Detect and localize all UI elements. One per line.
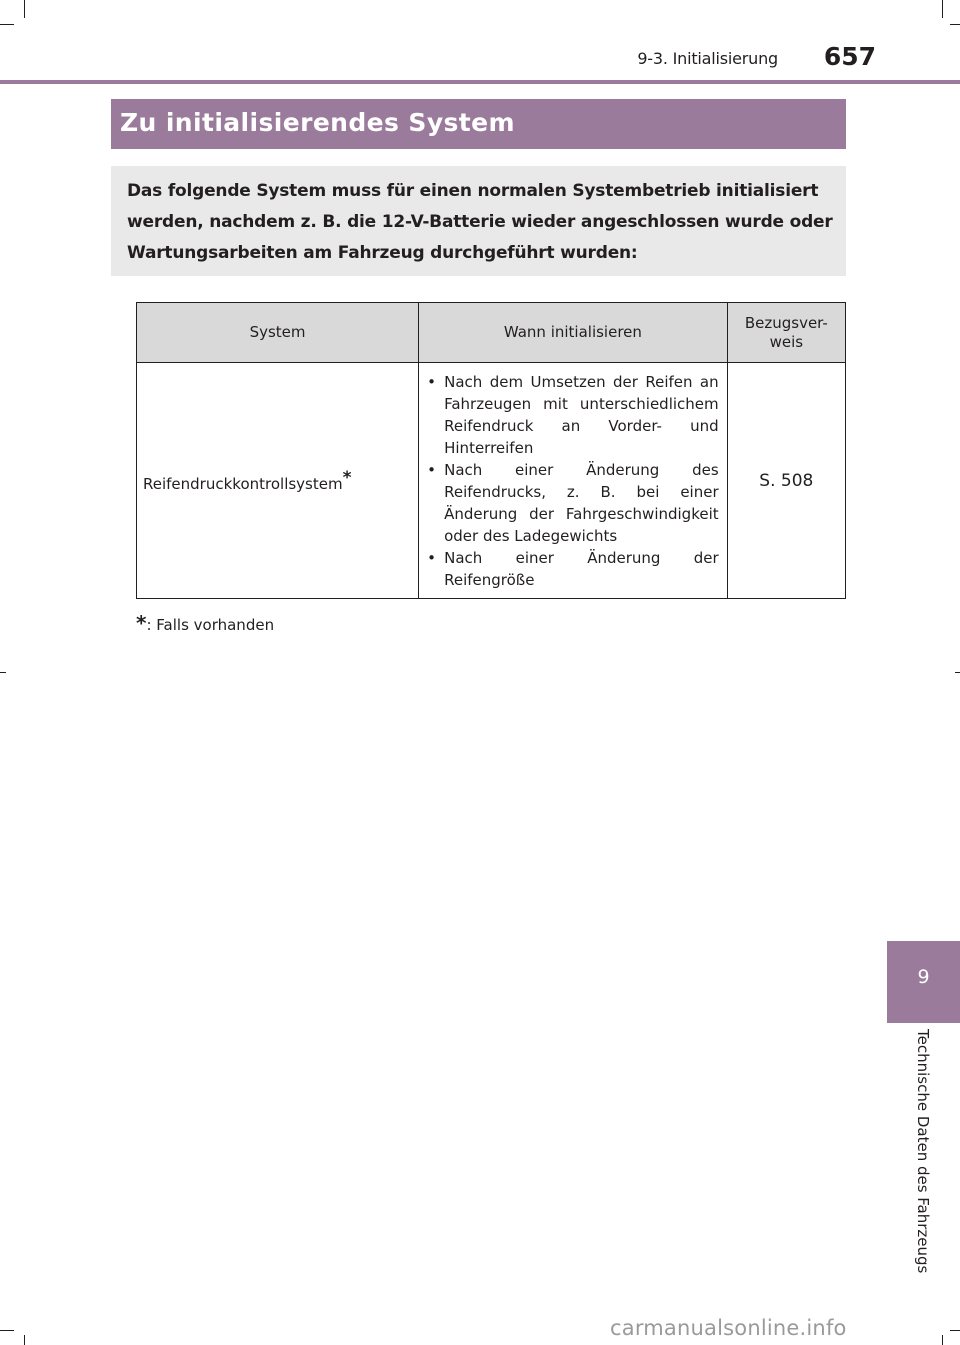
footnote-asterisk: *: [136, 611, 147, 635]
intro-text: Das folgende System muss für einen normalen Systembetrieb initialisiert werden, nachdem z. B. die 12-V-Batterie wieder angeschlossen wurde oder Wartungsarbeiten am Fahrzeug durchgeführt wurden:: [127, 181, 833, 263]
page-number: 657: [823, 42, 876, 71]
crop-mark: [950, 1330, 960, 1331]
header-ref-line1: Bezugsver-: [744, 313, 828, 332]
watermark-text: carmanualsonline.info: [610, 1316, 847, 1340]
column-header-reference: [727, 303, 845, 363]
system-cell: [137, 363, 419, 599]
list-item: [425, 459, 719, 547]
section-title: 9-3. Initialisierung: [637, 49, 778, 68]
condition-text: Nach dem Umsetzen der Reifen an Fahrzeugen mit unterschiedlichem Reifendruck an Vorder- und Hinterreifen: [444, 372, 719, 457]
bullet: •: [427, 548, 436, 567]
condition-list: [425, 371, 719, 591]
header-divider: [0, 80, 960, 84]
crop-mark: [0, 1330, 14, 1331]
crop-mark: [955, 672, 960, 673]
condition-text: Nach einer Änderung der Reifengröße: [444, 548, 719, 589]
condition-text: Nach einer Änderung des Reifendrucks, z. B. bei einer Änderung der Fahrgeschwindigkeit oder des Ladegewichts: [444, 460, 719, 545]
crop-mark: [942, 1335, 943, 1345]
list-item: [425, 547, 719, 591]
footnote: [136, 611, 274, 635]
initialization-table: [136, 302, 846, 599]
column-header-system: System: [137, 303, 419, 363]
intro-box: [111, 166, 846, 276]
table-row: [137, 363, 846, 599]
bullet: •: [427, 372, 436, 391]
chapter-number: 9: [917, 966, 930, 988]
bullet: •: [427, 460, 436, 479]
crop-mark: [0, 672, 6, 673]
system-name: Reifendruckkontrollsystem: [143, 475, 343, 493]
chapter-label: [914, 1029, 943, 1289]
asterisk-mark: *: [342, 468, 352, 488]
page-title-bar: [111, 99, 846, 149]
page-title: Zu initialisierendes System: [120, 108, 515, 137]
chapter-tab: [887, 941, 960, 1023]
page-header: [0, 0, 960, 84]
when-cell: [419, 363, 728, 599]
crop-mark: [24, 1335, 25, 1345]
column-header-when: Wann initialisieren: [419, 303, 728, 363]
footnote-text: : Falls vorhanden: [146, 616, 275, 634]
reference-cell: S. 508: [727, 363, 845, 599]
list-item: [425, 371, 719, 459]
table-header-row: [137, 303, 846, 363]
header-ref-line2: weis: [769, 332, 804, 351]
chapter-title: Technische Daten des Fahrzeugs: [914, 1029, 932, 1274]
